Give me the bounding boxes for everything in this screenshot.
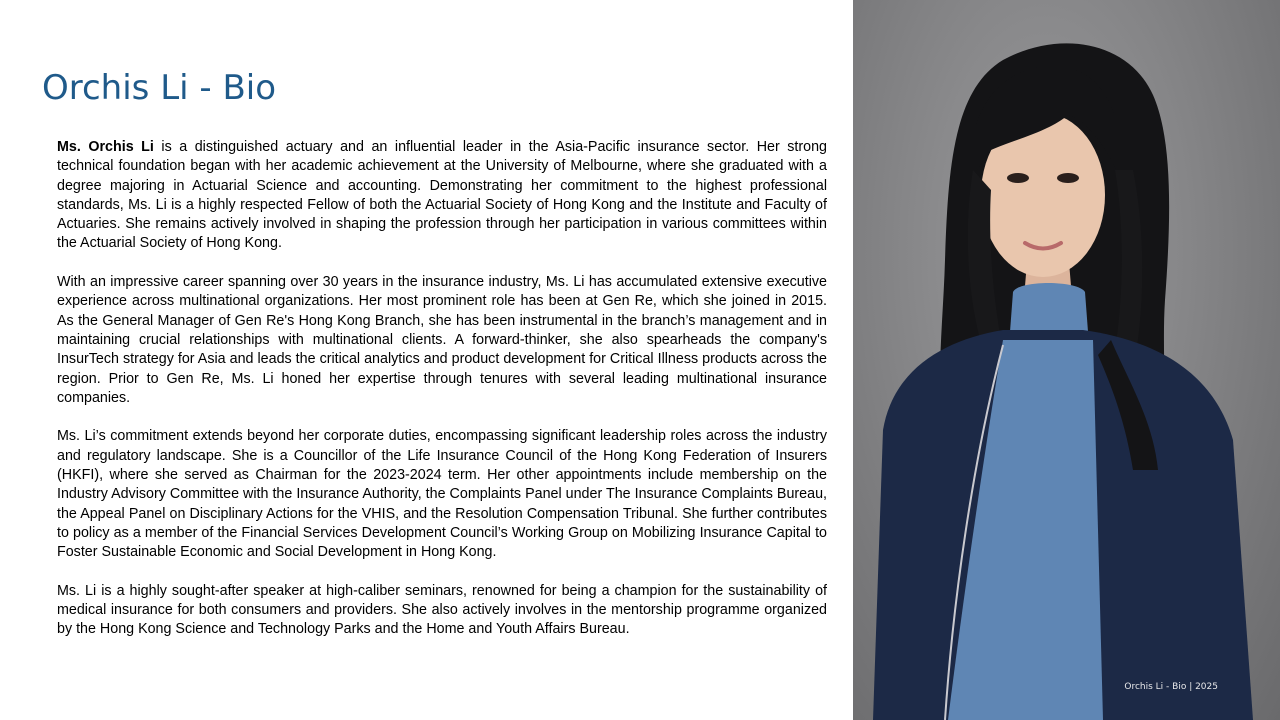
portrait-photo — [853, 0, 1280, 720]
bio-paragraph-3: Ms. Li’s commitment extends beyond her corporate duties, encompassing significant leadership roles across the industry and regulatory landscape. She is a Councillor of the Life Insurance Council of the Hong Kong Federation of Insurers (HKFI), where she served as Chairman for the 2023-2024 term. Her other appointments include membership on the Industry Advisory Committee with the Insurance Authority, the Complaints Panel under The Insurance Complaints Bureau, the Appeal Panel on Disciplinary Actions for the VHIS, and the Resolution Compensation Tribunal. She further contributes to policy as a member of the Financial Services Development Council’s Working Group on Mobilizing Insurance Capital to Foster Sustainable Economic and Social Development in Hong Kong. — [57, 428, 827, 561]
bio-lead-name: Ms. Orchis Li — [57, 139, 154, 155]
bio-paragraph-1 — [57, 138, 827, 254]
page-title: Orchis Li - Bio — [42, 68, 277, 108]
bio-paragraph-4: Ms. Li is a highly sought-after speaker at high-caliber seminars, renowned for being a champion for the sustainability of medical insurance for both consumers and providers. She also actively involves in the mentorship programme organized by the Hong Kong Science and Technology Parks and the Home and Youth Affairs Bureau. — [57, 582, 827, 638]
portrait-illustration — [853, 0, 1280, 720]
bio-text — [57, 138, 827, 659]
left-eye — [1007, 173, 1029, 183]
bio-paragraph-1-text: is a distinguished actuary and an influential leader in the Asia-Pacific insurance sector. Her strong technical foundation began with her academic achievement at the University of Melbourne, where she graduated with a degree majoring in Actuarial Science and accounting. Demonstrating her commitment to the highest professional standards, Ms. Li is a highly respected Fellow of both the Actuarial Society of Hong Kong and the Institute and Faculty of Actuaries. She remains actively involved in shaping the profession through her participation in various committees within the Actuarial Society of Hong Kong. — [57, 139, 827, 252]
slide-footer: Orchis Li - Bio | 2025 — [1124, 682, 1218, 692]
bio-paragraph-2: With an impressive career spanning over 30 years in the insurance industry, Ms. Li has accumulated extensive executive experience across multinational organizations. Her most prominent role has been at Gen Re, which she joined in 2015. As the General Manager of Gen Re's Hong Kong Branch, she has been instrumental in the branch’s management and in maintaining crucial relationships with multinational clients. A forward-thinker, she also spearheads the company's InsurTech strategy for Asia and leads the critical analytics and product development for Critical Illness products across the region. Prior to Gen Re, Ms. Li honed her expertise through tenures with several leading multinational insurance companies. — [57, 274, 827, 406]
right-eye — [1057, 173, 1079, 183]
